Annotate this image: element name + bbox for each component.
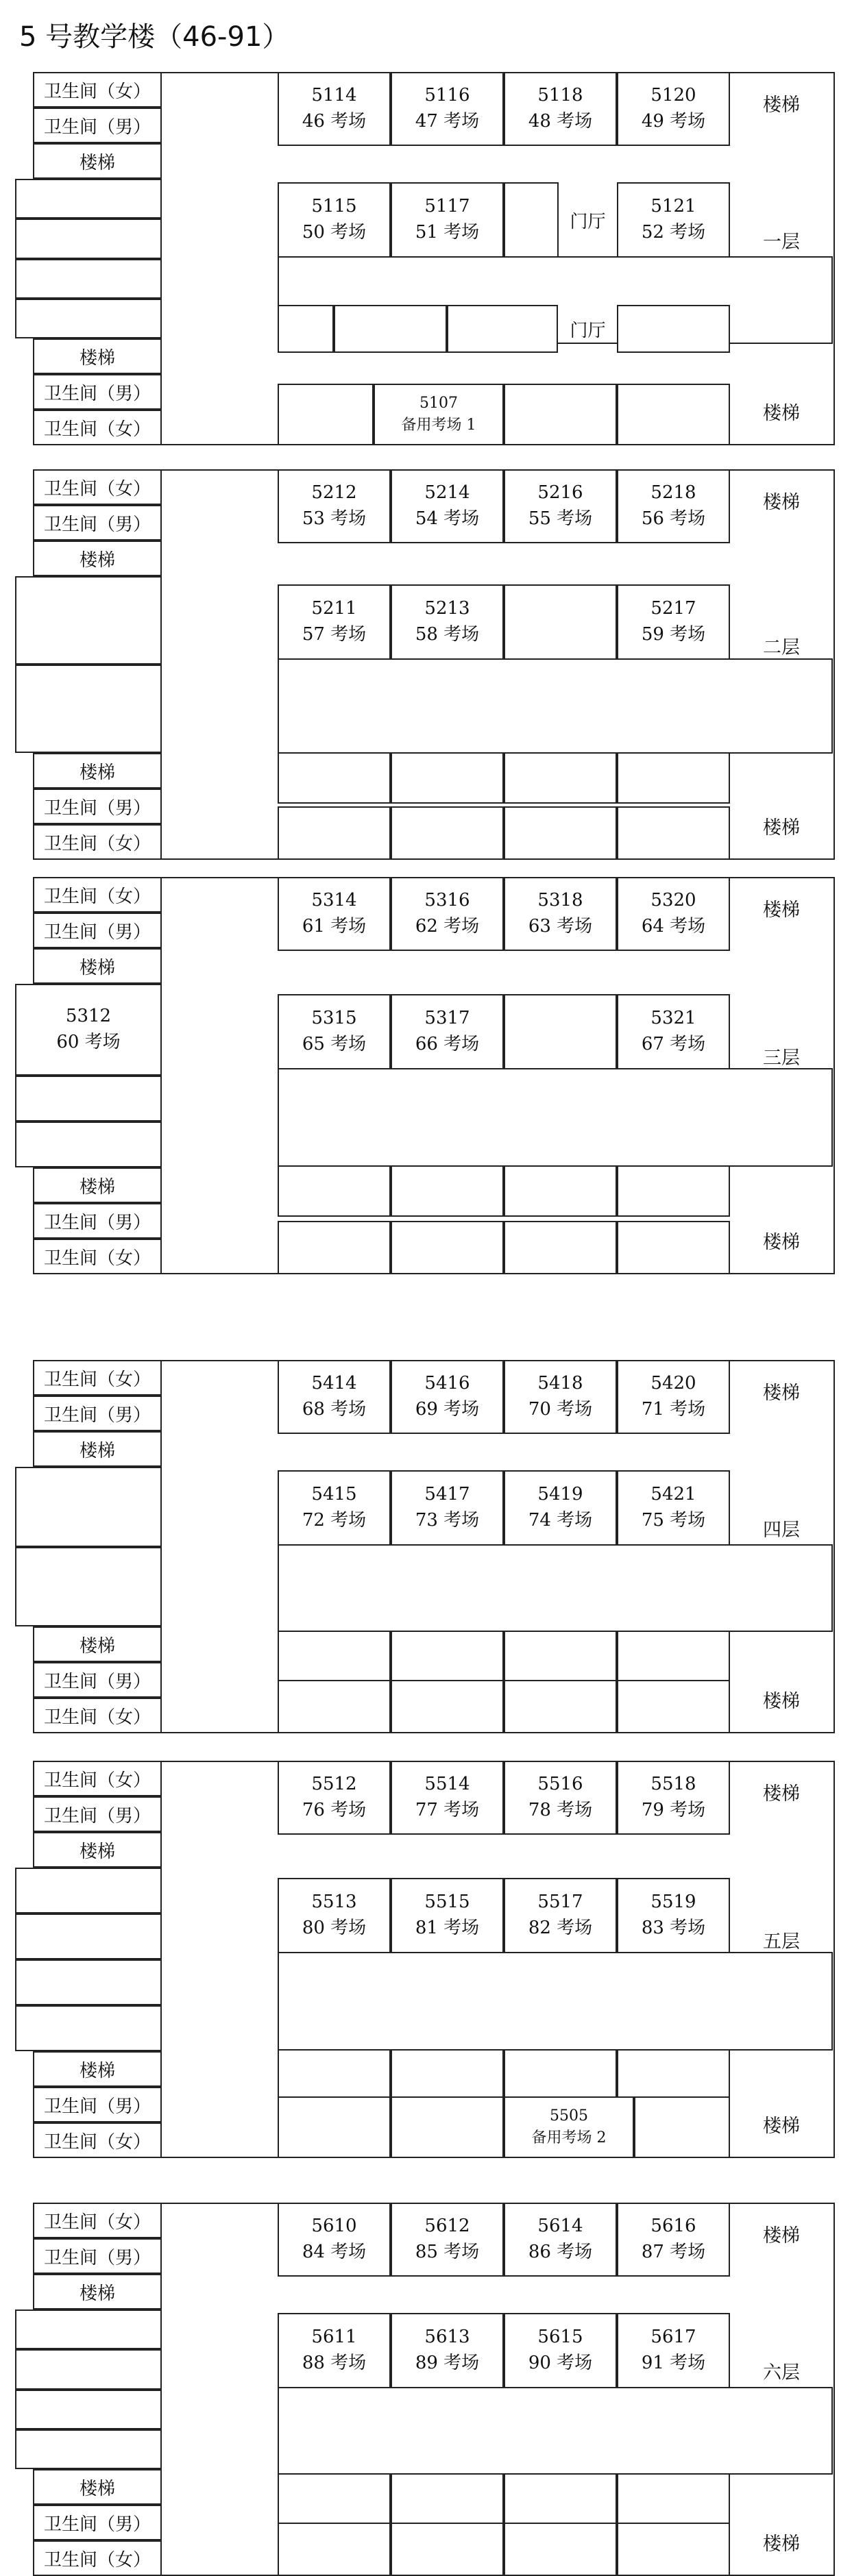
- room-number: 5420: [650, 1373, 696, 1394]
- room-5613: [391, 2313, 504, 2388]
- stairs-top-left-label: 楼梯: [79, 957, 115, 978]
- left-projection-cell: [15, 1914, 162, 1959]
- left-projection-cell: [15, 2005, 162, 2051]
- stairs-top-left-label: 楼梯: [79, 152, 115, 173]
- corridor: [278, 1544, 833, 1632]
- room-number: 5107: [419, 395, 458, 412]
- exam-label: 59 考场: [641, 624, 706, 645]
- exam-label: 90 考场: [528, 2353, 593, 2373]
- room-number: 5314: [311, 890, 357, 911]
- lower-cell: [391, 2473, 504, 2525]
- room-5416: [391, 1360, 504, 1434]
- stairs-bottom-left-label: 楼梯: [79, 2478, 115, 2499]
- wc-male-bottom-label: 卫生间（男）: [43, 383, 151, 404]
- room-number: 5513: [311, 1892, 357, 1913]
- stairs-top-right-label: 楼梯: [763, 1382, 800, 1404]
- exam-label: 56 考场: [641, 508, 706, 529]
- exam-label: 77 考场: [415, 1800, 480, 1820]
- room-number: 5118: [537, 85, 583, 106]
- exam-label: 80 考场: [302, 1918, 367, 1938]
- left-projection-cell: [15, 576, 162, 665]
- wc-female-top-label: 卫生间（女）: [43, 886, 151, 907]
- lower-cell: [391, 2049, 504, 2101]
- room-number: 5217: [650, 598, 696, 619]
- exam-label: 84 考场: [302, 2242, 367, 2262]
- room-5611: [278, 2313, 391, 2388]
- lower-cell: [504, 1165, 617, 1217]
- left-projection-cell: [15, 2390, 162, 2429]
- stairs-top-left-label: 楼梯: [79, 2283, 115, 2304]
- stairs-top-right-label: 楼梯: [763, 2225, 800, 2246]
- room-number: 5214: [424, 482, 470, 504]
- lower-cell: [504, 2049, 617, 2101]
- room-5518: [617, 1761, 730, 1835]
- exam-label: 87 考场: [641, 2242, 706, 2262]
- exam-label: 63 考场: [528, 916, 593, 937]
- lobby-label: 门厅: [570, 320, 606, 341]
- room-number: 5316: [424, 890, 470, 911]
- stairs-bottom-left-label: 楼梯: [79, 762, 115, 783]
- exam-label: 88 考场: [302, 2353, 367, 2373]
- stairs-top-left-label: 楼梯: [79, 1440, 115, 1461]
- mid-small-cell: [504, 182, 559, 258]
- room-number: 5418: [537, 1373, 583, 1394]
- room-number: 5218: [650, 482, 696, 504]
- lower-cell: [278, 752, 391, 804]
- room-5214: [391, 469, 504, 543]
- room-5519: [617, 1878, 730, 1953]
- room-number: 5116: [424, 85, 470, 106]
- wc-female-bottom-label: 卫生间（女）: [43, 1707, 151, 1728]
- room-5610: [278, 2203, 391, 2277]
- room-number: 5211: [311, 598, 357, 619]
- lower-cell: [391, 1165, 504, 1217]
- wc-male-bottom-label: 卫生间（男）: [43, 1671, 151, 1692]
- wc-male-top-label: 卫生间（男）: [43, 921, 151, 943]
- exam-label: 51 考场: [415, 222, 480, 243]
- exam-label: 78 考场: [528, 1800, 593, 1820]
- room-number: 5121: [650, 196, 696, 217]
- room-5421: [617, 1470, 730, 1546]
- room-5316: [391, 877, 504, 951]
- stairs-bottom-right-label: 楼梯: [763, 817, 800, 839]
- exam-label: 68 考场: [302, 1399, 367, 1420]
- page-title: 5 号教学楼（46-91）: [19, 21, 290, 53]
- wc-male-bottom-label: 卫生间（男）: [43, 2514, 151, 2535]
- room-number: 5614: [537, 2216, 583, 2237]
- room-5107: [374, 384, 504, 445]
- left-projection-cell: [15, 259, 162, 299]
- stairs-bottom-right-label: 楼梯: [763, 402, 800, 424]
- room-number: 5611: [311, 2327, 357, 2348]
- room-number: 5320: [650, 890, 696, 911]
- floor-name: 五层: [763, 1931, 800, 1953]
- room-number: 5415: [311, 1484, 357, 1505]
- room-number: 5321: [650, 1008, 696, 1029]
- room-5217: [617, 584, 730, 660]
- lower-cell: [334, 305, 447, 353]
- floor-name: 六层: [763, 2362, 800, 2383]
- lower-cell: [617, 1631, 730, 1682]
- lower-cell: [617, 2049, 730, 2101]
- bottom-cell: [278, 1680, 391, 1733]
- lower-cell: [504, 1631, 617, 1682]
- room-number: 5421: [650, 1484, 696, 1505]
- exam-label: 71 考场: [641, 1399, 706, 1420]
- left-projection-cell: [15, 299, 162, 338]
- lower-cell: [391, 1631, 504, 1682]
- exam-label: 82 考场: [528, 1918, 593, 1938]
- stairs-bottom-right-label: 楼梯: [763, 1690, 800, 1712]
- room-5615: [504, 2313, 617, 2388]
- exam-label: 70 考场: [528, 1399, 593, 1420]
- room-number: 5312: [65, 1006, 112, 1027]
- corridor: [278, 1068, 833, 1167]
- wc-female-top-label: 卫生间（女）: [43, 1369, 151, 1390]
- corridor: [278, 658, 833, 754]
- left-projection-cell: [15, 1467, 162, 1547]
- room-number: 5417: [424, 1484, 470, 1505]
- wc-female-top-label: 卫生间（女）: [43, 478, 151, 499]
- room-number: 5514: [424, 1774, 470, 1795]
- room-5321: [617, 994, 730, 1069]
- exam-label: 64 考场: [641, 916, 706, 937]
- left-projection-cell: [15, 665, 162, 753]
- room-5315: [278, 994, 391, 1069]
- room-5614: [504, 2203, 617, 2277]
- corridor: [278, 2387, 833, 2475]
- left-projection-cell: [15, 1076, 162, 1122]
- exam-label: 74 考场: [528, 1510, 593, 1531]
- room-5114: [278, 72, 391, 146]
- wc-male-bottom-label: 卫生间（男）: [43, 1212, 151, 1233]
- room-5211: [278, 584, 391, 660]
- lower-cell: [617, 1165, 730, 1217]
- room-number: 5518: [650, 1774, 696, 1795]
- lower-cell: [278, 305, 334, 353]
- room-number: 5512: [311, 1774, 357, 1795]
- exam-label: 91 考场: [641, 2353, 706, 2373]
- exam-label: 60 考场: [56, 1032, 121, 1052]
- room-number: 5519: [650, 1892, 696, 1913]
- room-5212: [278, 469, 391, 543]
- exam-label: 53 考场: [302, 508, 367, 529]
- stairs-top-right-label: 楼梯: [763, 1783, 800, 1805]
- stairs-bottom-left-label: 楼梯: [79, 347, 115, 369]
- floor-name: 四层: [763, 1519, 800, 1541]
- room-number: 5516: [537, 1774, 583, 1795]
- stairs-top-left-label: 楼梯: [79, 1841, 115, 1862]
- exam-label: 57 考场: [302, 624, 367, 645]
- lower-cell: [447, 305, 558, 353]
- stairs-bottom-right-label: 楼梯: [763, 2115, 800, 2137]
- stairs-top-right-label: 楼梯: [763, 899, 800, 921]
- wc-male-top-label: 卫生间（男）: [43, 1805, 151, 1826]
- stairs-top-left-label: 楼梯: [79, 549, 115, 571]
- room-5515: [391, 1878, 504, 1953]
- room-5415: [278, 1470, 391, 1546]
- room-number: 5610: [311, 2216, 357, 2237]
- room-5216: [504, 469, 617, 543]
- room-5420: [617, 1360, 730, 1434]
- room-number: 5114: [311, 85, 357, 106]
- room-number: 5617: [650, 2327, 696, 2348]
- corridor: [278, 1952, 833, 2051]
- wc-male-top-label: 卫生间（男）: [43, 2247, 151, 2268]
- floor-name: 三层: [763, 1047, 800, 1069]
- stairs-top-right-label: 楼梯: [763, 491, 800, 513]
- room-5513: [278, 1878, 391, 1953]
- wc-male-top-label: 卫生间（男）: [43, 514, 151, 535]
- exam-label: 66 考场: [415, 1034, 480, 1054]
- mid-empty-room: [504, 584, 617, 660]
- left-projection-cell: [15, 1547, 162, 1626]
- room-number: 5115: [311, 196, 357, 217]
- lower-cell: [278, 2049, 391, 2101]
- bottom-cell: [278, 1221, 391, 1274]
- exam-label: 75 考场: [641, 1510, 706, 1531]
- floor-name: 二层: [763, 636, 800, 658]
- lower-cell: [504, 2473, 617, 2525]
- room-5218: [617, 469, 730, 543]
- bottom-cell: [504, 2523, 617, 2576]
- lower-cell: [391, 752, 504, 804]
- room-number: 5216: [537, 482, 583, 504]
- room-5115: [278, 182, 391, 258]
- wc-female-top-label: 卫生间（女）: [43, 2212, 151, 2233]
- bottom-cell: [617, 2523, 730, 2576]
- exam-label: 81 考场: [415, 1918, 480, 1938]
- exam-label: 83 考场: [641, 1918, 706, 1938]
- lower-cell: [617, 752, 730, 804]
- bottom-cell: [391, 2096, 504, 2158]
- room-number: 5505: [550, 2107, 588, 2125]
- room-5505: [504, 2096, 634, 2158]
- stairs-bottom-right-label: 楼梯: [763, 1231, 800, 1253]
- lower-cell: [278, 1631, 391, 1682]
- room-5418: [504, 1360, 617, 1434]
- wc-male-top-label: 卫生间（男）: [43, 116, 151, 138]
- exam-label: 62 考场: [415, 916, 480, 937]
- lower-cell: [278, 1165, 391, 1217]
- room-number: 5117: [424, 196, 470, 217]
- room-number: 5416: [424, 1373, 470, 1394]
- room-5116: [391, 72, 504, 146]
- room-number: 5120: [650, 85, 696, 106]
- exam-label: 48 考场: [528, 111, 593, 132]
- exam-label: 89 考场: [415, 2353, 480, 2373]
- bottom-cell: [617, 384, 730, 445]
- bottom-cell: [391, 1221, 504, 1274]
- wc-female-top-label: 卫生间（女）: [43, 81, 151, 102]
- room-5516: [504, 1761, 617, 1835]
- room-5121: [617, 182, 730, 258]
- left-projection-cell: [15, 179, 162, 219]
- bottom-cell: [391, 1680, 504, 1733]
- wc-female-bottom-label: 卫生间（女）: [43, 2549, 151, 2571]
- room-5213: [391, 584, 504, 660]
- room-number: 5612: [424, 2216, 470, 2237]
- exam-label: 47 考场: [415, 111, 480, 132]
- room-number: 5317: [424, 1008, 470, 1029]
- left-projection-cell: [15, 1122, 162, 1167]
- lower-cell: [617, 305, 730, 353]
- left-projection-cell: [15, 219, 162, 259]
- room-number: 5613: [424, 2327, 470, 2348]
- left-projection-cell: [15, 1868, 162, 1914]
- room-number: 5515: [424, 1892, 470, 1913]
- room-number: 5615: [537, 2327, 583, 2348]
- room-number: 5616: [650, 2216, 696, 2237]
- room-number: 5315: [311, 1008, 357, 1029]
- exam-label: 73 考场: [415, 1510, 480, 1531]
- exam-label: 72 考场: [302, 1510, 367, 1531]
- wc-male-bottom-label: 卫生间（男）: [43, 2096, 151, 2117]
- exam-label: 46 考场: [302, 111, 367, 132]
- room-5617: [617, 2313, 730, 2388]
- wc-female-bottom-label: 卫生间（女）: [43, 833, 151, 854]
- bottom-cell: [391, 2523, 504, 2576]
- room-5512: [278, 1761, 391, 1835]
- room-5419: [504, 1470, 617, 1546]
- wc-female-bottom-label: 卫生间（女）: [43, 419, 151, 440]
- bottom-cell: [634, 2096, 730, 2158]
- room-5118: [504, 72, 617, 146]
- floor-name: 一层: [763, 231, 800, 253]
- left-projection-cell: [15, 2429, 162, 2469]
- exam-label: 54 考场: [415, 508, 480, 529]
- bottom-cell: [504, 1221, 617, 1274]
- exam-label: 79 考场: [641, 1800, 706, 1820]
- room-5117: [391, 182, 504, 258]
- stairs-bottom-left-label: 楼梯: [79, 1635, 115, 1657]
- lower-cell: [504, 752, 617, 804]
- bottom-cell: [617, 806, 730, 860]
- exam-label: 86 考场: [528, 2242, 593, 2262]
- bottom-cell: [278, 2523, 391, 2576]
- room-5120: [617, 72, 730, 146]
- room-5414: [278, 1360, 391, 1434]
- room-5318: [504, 877, 617, 951]
- room-5312: [15, 984, 162, 1076]
- exam-label: 50 考场: [302, 222, 367, 243]
- left-projection-cell: [15, 1959, 162, 2005]
- room-5612: [391, 2203, 504, 2277]
- stairs-top-right-label: 楼梯: [763, 94, 800, 116]
- lower-cell: [278, 2473, 391, 2525]
- exam-label: 67 考场: [641, 1034, 706, 1054]
- exam-label: 49 考场: [641, 111, 706, 132]
- exam-label: 85 考场: [415, 2242, 480, 2262]
- bottom-cell: [278, 806, 391, 860]
- exam-label: 备用考场 2: [531, 2129, 607, 2146]
- wc-female-top-label: 卫生间（女）: [43, 1770, 151, 1791]
- bottom-cell: [278, 384, 374, 445]
- room-5514: [391, 1761, 504, 1835]
- exam-label: 76 考场: [302, 1800, 367, 1820]
- stairs-bottom-left-label: 楼梯: [79, 1176, 115, 1198]
- bottom-cell: [617, 1221, 730, 1274]
- stairs-bottom-right-label: 楼梯: [763, 2533, 800, 2555]
- exam-label: 69 考场: [415, 1399, 480, 1420]
- bottom-cell: [278, 2096, 391, 2158]
- wc-female-bottom-label: 卫生间（女）: [43, 2131, 151, 2153]
- room-5417: [391, 1470, 504, 1546]
- bottom-cell: [617, 1680, 730, 1733]
- room-5517: [504, 1878, 617, 1953]
- room-number: 5212: [311, 482, 357, 504]
- stairs-bottom-left-label: 楼梯: [79, 2060, 115, 2081]
- room-number: 5517: [537, 1892, 583, 1913]
- bottom-cell: [504, 1680, 617, 1733]
- left-projection-cell: [15, 2309, 162, 2349]
- lobby-label: 门厅: [570, 211, 606, 232]
- exam-label: 备用考场 1: [401, 417, 476, 434]
- lower-cell: [617, 2473, 730, 2525]
- left-projection-cell: [15, 2349, 162, 2390]
- bottom-cell: [504, 806, 617, 860]
- exam-label: 52 考场: [641, 222, 706, 243]
- bottom-cell: [391, 806, 504, 860]
- mid-empty-room: [504, 994, 617, 1069]
- room-number: 5419: [537, 1484, 583, 1505]
- room-number: 5213: [424, 598, 470, 619]
- wc-female-bottom-label: 卫生间（女）: [43, 1248, 151, 1269]
- room-5320: [617, 877, 730, 951]
- exam-label: 58 考场: [415, 624, 480, 645]
- room-number: 5414: [311, 1373, 357, 1394]
- wc-male-top-label: 卫生间（男）: [43, 1404, 151, 1426]
- room-number: 5318: [537, 890, 583, 911]
- exam-label: 61 考场: [302, 916, 367, 937]
- exam-label: 55 考场: [528, 508, 593, 529]
- wc-male-bottom-label: 卫生间（男）: [43, 797, 151, 819]
- room-5317: [391, 994, 504, 1069]
- bottom-cell: [504, 384, 617, 445]
- exam-label: 65 考场: [302, 1034, 367, 1054]
- room-5616: [617, 2203, 730, 2277]
- room-5314: [278, 877, 391, 951]
